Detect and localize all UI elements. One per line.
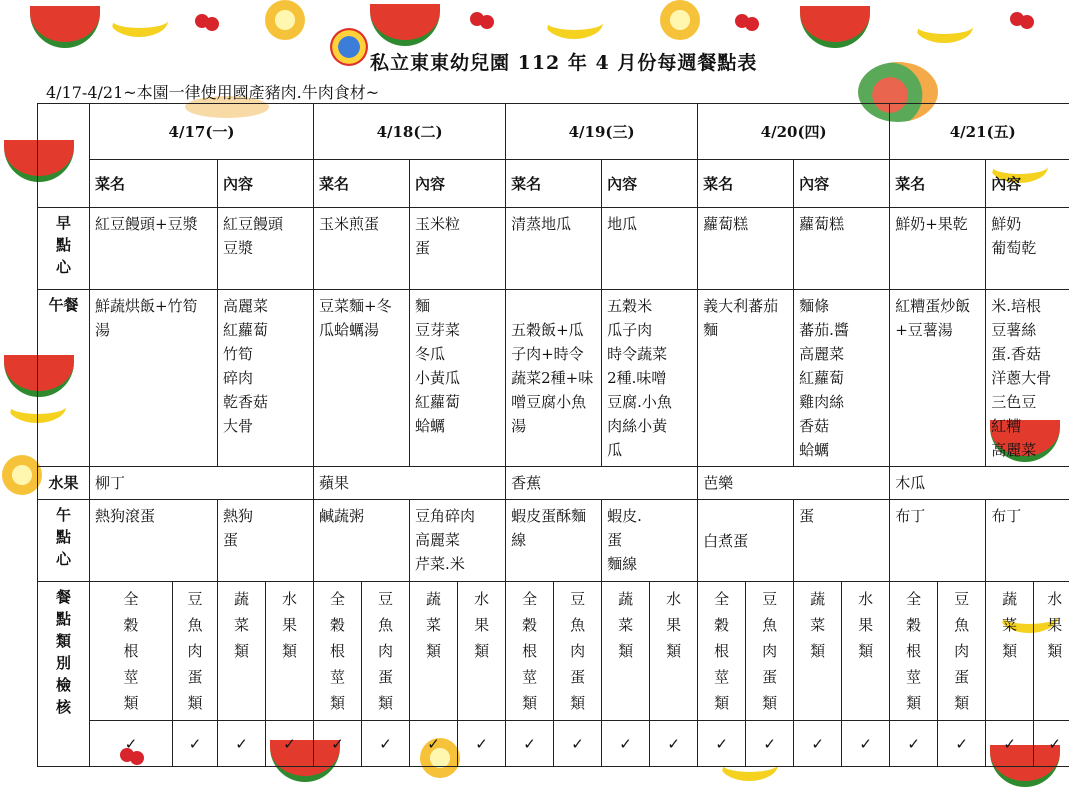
check-mark: ✓: [362, 721, 410, 767]
dish-cell: 熱狗滾蛋: [90, 500, 218, 582]
category-cell: 全 穀 根 莖 類: [698, 582, 746, 721]
check-mark: ✓: [746, 721, 794, 767]
breakfast-row: [38, 208, 1069, 290]
check-mark: ✓: [410, 721, 458, 767]
dish-cell: 紅糟蛋炒飯+豆薯湯: [890, 290, 986, 467]
check-mark: ✓: [506, 721, 554, 767]
category-cell: 豆 魚 肉 蛋 類: [938, 582, 986, 721]
check-mark: ✓: [218, 721, 266, 767]
day-header: 4/19(三): [506, 104, 698, 160]
column-header-row: [38, 160, 1069, 208]
fruit-cell: 香蕉: [506, 467, 698, 500]
row-label-lunch: 午餐: [38, 290, 90, 467]
weekly-menu-table: [37, 103, 1069, 767]
category-cell: 蔬 菜 類: [602, 582, 650, 721]
dish-header: 菜名: [890, 160, 986, 208]
dish-cell: 清蒸地瓜: [506, 208, 602, 290]
afternoon-snack-row: [38, 500, 1069, 582]
category-cell: 蔬 菜 類: [794, 582, 842, 721]
dish-cell: 鮮蔬烘飯+竹筍湯: [90, 290, 218, 467]
banana-icon: [110, 4, 168, 37]
cherry-icon: [1010, 12, 1024, 26]
check-mark: ✓: [602, 721, 650, 767]
category-cell: 全 穀 根 莖 類: [506, 582, 554, 721]
banana-icon: [545, 6, 603, 39]
check-mark: ✓: [173, 721, 218, 767]
day-header: 4/18(二): [314, 104, 506, 160]
content-cell: 麵 豆芽菜 冬瓜 小黃瓜 紅蘿蔔 蛤蠣: [410, 290, 506, 467]
content-cell: 高麗菜 紅蘿蔔 竹筍 碎肉 乾香菇 大骨: [218, 290, 314, 467]
check-mark: ✓: [794, 721, 842, 767]
dish-cell: 蘿蔔糕: [698, 208, 794, 290]
content-cell: 蘿蔔糕: [794, 208, 890, 290]
content-cell: 豆角碎肉 高麗菜 芹菜.米: [410, 500, 506, 582]
check-mark: ✓: [650, 721, 698, 767]
dish-header: 菜名: [698, 160, 794, 208]
cherry-icon: [195, 14, 209, 28]
watermelon-icon: [800, 6, 870, 48]
content-cell: 熱狗 蛋: [218, 500, 314, 582]
category-cell: 水 果 類: [266, 582, 314, 721]
check-mark: ✓: [458, 721, 506, 767]
category-cell: 全 穀 根 莖 類: [90, 582, 173, 721]
orange-icon: [265, 0, 305, 40]
week-note: 4/17-4/21~本園一律使用國產豬肉.牛肉食材~: [46, 80, 379, 103]
fruit-cell: 柳丁: [90, 467, 314, 500]
fruit-cell: 木瓜: [890, 467, 1069, 500]
day-header: 4/21(五): [890, 104, 1069, 160]
category-cell: 水 果 類: [650, 582, 698, 721]
row-label-check: 餐 點 類 別 檢 核: [38, 582, 90, 767]
check-mark: ✓: [698, 721, 746, 767]
content-cell: 鮮奶 葡萄乾: [986, 208, 1069, 290]
content-cell: 米.培根 豆薯絲 蛋.香菇 洋蔥大骨 三色豆 紅糟 高麗菜: [986, 290, 1069, 467]
content-cell: 布丁: [986, 500, 1069, 582]
content-cell: 紅豆饅頭 豆漿: [218, 208, 314, 290]
content-cell: 玉米粒 蛋: [410, 208, 506, 290]
day-header: 4/17(一): [90, 104, 314, 160]
school-logo: [330, 28, 368, 66]
check-mark: ✓: [554, 721, 602, 767]
check-mark-row: [38, 721, 1069, 767]
dish-cell: 紅豆饅頭+豆漿: [90, 208, 218, 290]
dish-header: 菜名: [90, 160, 218, 208]
banana-icon: [915, 10, 973, 43]
cherry-icon: [735, 14, 749, 28]
check-mark: ✓: [938, 721, 986, 767]
category-cell: 全 穀 根 莖 類: [314, 582, 362, 721]
category-cell: 水 果 類: [1034, 582, 1069, 721]
category-cell: 豆 魚 肉 蛋 類: [746, 582, 794, 721]
category-cell: 豆 魚 肉 蛋 類: [554, 582, 602, 721]
category-cell: 豆 魚 肉 蛋 類: [173, 582, 218, 721]
check-mark: ✓: [890, 721, 938, 767]
corner-cell: [38, 104, 90, 208]
fruit-row: [38, 467, 1069, 500]
category-cell: 全 穀 根 莖 類: [890, 582, 938, 721]
dish-header: 菜名: [314, 160, 410, 208]
check-mark: ✓: [266, 721, 314, 767]
row-label-breakfast: 早 點 心: [38, 208, 90, 290]
content-header: 內容: [218, 160, 314, 208]
dish-cell: 蝦皮蛋酥麵線: [506, 500, 602, 582]
day-header: 4/20(四): [698, 104, 890, 160]
content-cell: 地瓜: [602, 208, 698, 290]
fruit-cell: 芭樂: [698, 467, 890, 500]
dish-cell: 五穀飯+瓜子肉+時令蔬菜2種+味噌豆腐小魚湯: [506, 290, 602, 467]
category-cell: 蔬 菜 類: [986, 582, 1034, 721]
lunch-row: [38, 290, 1069, 467]
dish-cell: 義大利蕃茄麵: [698, 290, 794, 467]
dish-header: 菜名: [506, 160, 602, 208]
dish-cell: 白煮蛋: [698, 500, 794, 582]
content-header: 內容: [794, 160, 890, 208]
check-mark: ✓: [842, 721, 890, 767]
check-mark: ✓: [986, 721, 1034, 767]
watermelon-icon: [30, 6, 100, 48]
category-cell: 水 果 類: [458, 582, 506, 721]
content-cell: 麵條 蕃茄.醬 高麗菜 紅蘿蔔 雞肉絲 香菇 蛤蠣: [794, 290, 890, 467]
category-cell: 蔬 菜 類: [218, 582, 266, 721]
dish-cell: 鹹蔬粥: [314, 500, 410, 582]
page-title: 私立東東幼兒園 112 年 4 月份每週餐點表: [370, 48, 757, 75]
category-check-row: [38, 582, 1069, 721]
orange-icon: [660, 0, 700, 40]
cherry-icon: [470, 12, 484, 26]
content-header: 內容: [986, 160, 1069, 208]
content-cell: 蝦皮. 蛋 麵線: [602, 500, 698, 582]
row-label-fruit: 水果: [38, 467, 90, 500]
row-label-afternoon: 午 點 心: [38, 500, 90, 582]
content-header: 內容: [602, 160, 698, 208]
dish-cell: 玉米煎蛋: [314, 208, 410, 290]
check-mark: ✓: [314, 721, 362, 767]
check-mark: ✓: [90, 721, 173, 767]
watermelon-icon: [370, 4, 440, 46]
fruit-cell: 蘋果: [314, 467, 506, 500]
dish-cell: 布丁: [890, 500, 986, 582]
content-header: 內容: [410, 160, 506, 208]
category-cell: 豆 魚 肉 蛋 類: [362, 582, 410, 721]
check-mark: ✓: [1034, 721, 1069, 767]
dish-cell: 鮮奶+果乾: [890, 208, 986, 290]
content-cell: 蛋: [794, 500, 890, 582]
orange-icon: [2, 455, 42, 495]
dish-cell: 豆菜麵+冬瓜蛤蠣湯: [314, 290, 410, 467]
content-cell: 五穀米 瓜子肉 時令蔬菜 2種.味噌 豆腐.小魚 肉絲小黃 瓜: [602, 290, 698, 467]
category-cell: 水 果 類: [842, 582, 890, 721]
category-cell: 蔬 菜 類: [410, 582, 458, 721]
